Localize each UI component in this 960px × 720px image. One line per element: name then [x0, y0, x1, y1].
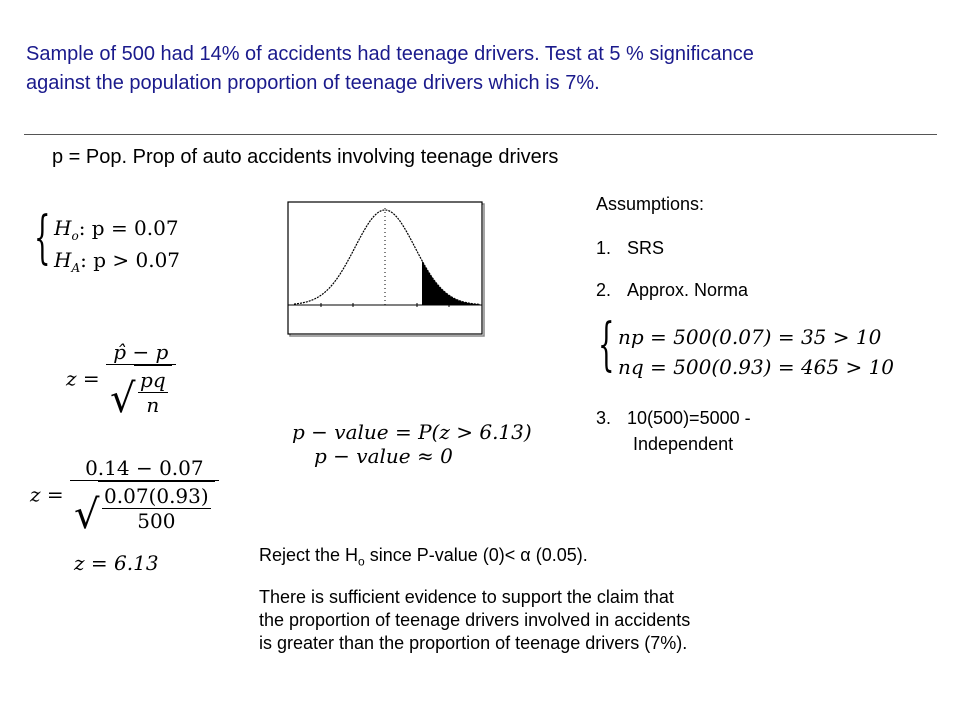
nq-check: nq = 500(0.93) = 465 > 10: [618, 355, 895, 379]
parameter-definition: p = Pop. Prop of auto accidents involving teenage drivers: [52, 146, 559, 168]
assumption-3-continuation: Independent: [633, 434, 734, 454]
evidence-statement: There is sufficient evidence to support the claim that the proportion of teenage drivers involved in accidents is greater than the proportion of teenage drivers (7%).: [259, 586, 691, 653]
alternative-hypothesis: $H_A$: p > 0.07: [54, 248, 181, 275]
normal-curve-graph: [286, 200, 486, 345]
left-brace-icon: {: [598, 313, 615, 379]
divider-line: [24, 134, 937, 135]
p-value-statement: [292, 420, 532, 468]
normality-check: [598, 313, 918, 383]
np-check: np = 500(0.07) = 35 > 10: [618, 325, 882, 349]
null-hypothesis: $H_o$: p = 0.07: [54, 216, 179, 243]
z-computation: z = 0.14 − 0.07 √ $\frac{0.07(0.93)}{500}$: [30, 456, 219, 533]
assumptions-title: Assumptions:: [596, 194, 705, 214]
z-formula-fraction: p̂ − p √ $\frac{pq}{n}$: [106, 340, 176, 417]
square-root-icon: √ $\frac{pq}{n}$: [110, 365, 172, 417]
left-brace-icon: {: [34, 206, 51, 272]
conclusion: [259, 544, 859, 667]
problem-line-2: against the population proportion of teenage drivers which is 7%.: [26, 72, 600, 94]
z-computation-fraction: 0.14 − 0.07 √ $\frac{0.07(0.93)}{500}$: [70, 456, 219, 533]
hypotheses: [34, 206, 204, 284]
square-root-icon: √ $\frac{0.07(0.93)}{500}$: [74, 481, 215, 533]
reject-statement: Reject the $H_o$ since P-value (0)< α (0.05).: [259, 545, 588, 569]
z-formula: z = p̂ − p √ $\frac{pq}{n}$: [66, 340, 176, 417]
p-value-line-2: p − value ≈ 0: [314, 444, 453, 468]
problem-line-1: Sample of 500 had 14% of accidents had teenage drivers. Test at 5 % significance: [26, 43, 754, 65]
assumption-2: 2. Approx. Norma: [596, 280, 749, 300]
assumption-1: 1. SRS: [596, 238, 665, 258]
problem-statement: [26, 40, 926, 98]
normal-curve-icon: [286, 200, 486, 340]
p-value-line-1: p − value = P(z > 6.13): [292, 420, 532, 444]
z-result: z = 6.13: [74, 551, 159, 575]
assumption-3: 3. 10(500)=5000 -: [596, 408, 751, 428]
